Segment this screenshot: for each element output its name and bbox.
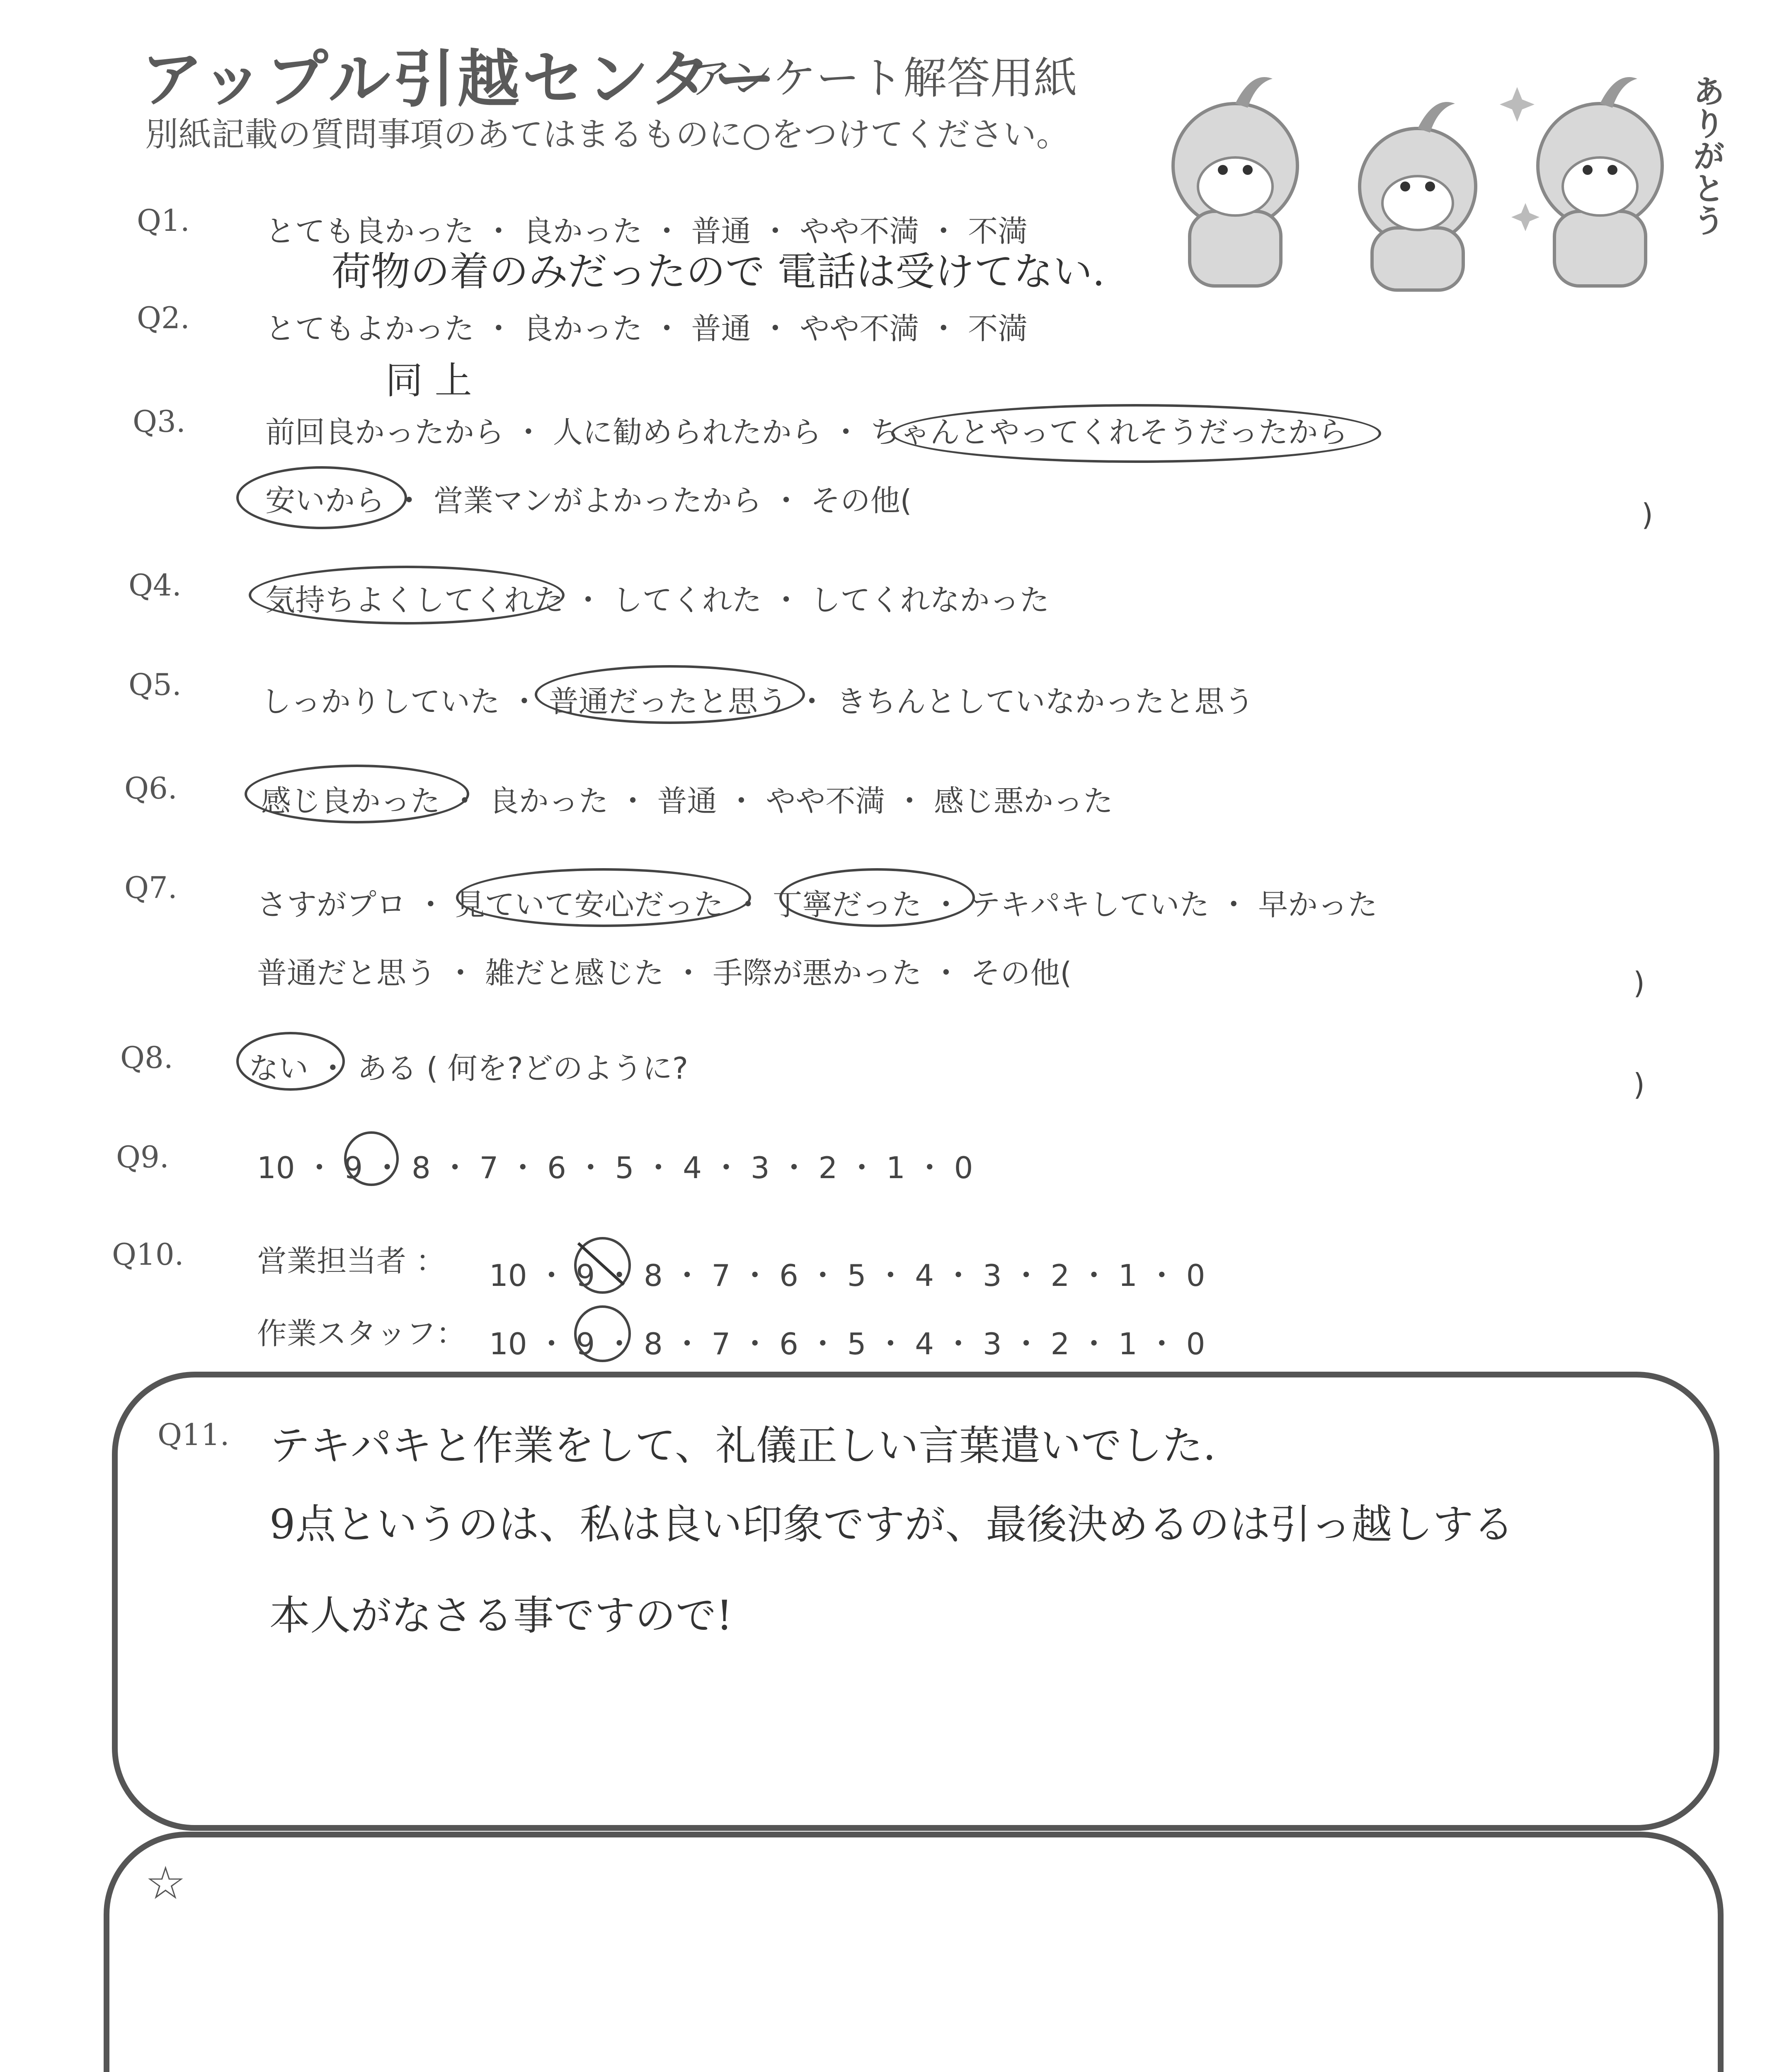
q6-label: Q6.: [124, 771, 177, 806]
q3-close-paren: ): [1641, 497, 1654, 532]
q6-answer-circle: [245, 765, 469, 823]
mascot-thanks-text: ありがとう: [1687, 75, 1725, 236]
q6-options: 感じ良かった ・ 良かった ・ 普通 ・ やや不満 ・ 感じ悪かった: [261, 784, 1113, 818]
q11-handwritten-line1: テキパキと作業をして、礼儀正しい言葉遣いでした.: [269, 1422, 1216, 1469]
q8-label: Q8.: [120, 1040, 173, 1075]
q10-staff-answer-circle: [574, 1305, 631, 1362]
q7-answer-circle-2: [779, 868, 975, 927]
q11-label: Q11.: [158, 1417, 230, 1452]
star-comment-box: [104, 1832, 1724, 2072]
star-icon: ☆: [145, 1857, 186, 1910]
q10-staff-label: 作業スタッフ：: [257, 1316, 466, 1351]
q5-label: Q5.: [128, 667, 182, 702]
q10-sales-scale: 10 ・ 9 ・ 8 ・ 7 ・ 6 ・ 5 ・ 4 ・ 3 ・ 2 ・ 1 ・ 0: [489, 1258, 1205, 1293]
q7-close-paren: ): [1633, 966, 1645, 1000]
q2-handwritten-note: 同 上: [385, 359, 472, 402]
q4-options: 気持ちよくしてくれた ・ してくれた ・ してくれなかった: [265, 583, 1050, 617]
q4-answer-circle: [249, 566, 565, 625]
q7-options-line2: 普通だと思う ・ 雑だと感じた ・ 手際が悪かった ・ その他(: [257, 956, 1072, 990]
q10-staff-scale: 10 ・ 9 ・ 8 ・ 7 ・ 6 ・ 5 ・ 4 ・ 3 ・ 2 ・ 1 ・ 0: [489, 1326, 1205, 1361]
q7-options-line1: さすがプロ ・ 見ていて安心だった ・ 丁寧だった ・ テキパキしていた ・ 早かった: [257, 887, 1378, 922]
q8-options: ない ・ ある ( 何を?どのように?: [249, 1051, 689, 1086]
form-instruction: 別紙記載の質問事項のあてはまるものに○をつけてください。: [145, 115, 1069, 154]
q4-label: Q4.: [128, 568, 182, 603]
q3-answer-circle-2: [236, 466, 407, 529]
q3-options-line2: 安いから ・ 営業マンがよかったから ・ その他(: [265, 483, 912, 518]
q5-options: しっかりしていた ・ 普通だったと思う ・ きちんとしていなかったと思う: [261, 684, 1254, 719]
q2-label: Q2.: [137, 300, 190, 335]
q8-answer-circle: [236, 1032, 345, 1091]
q9-label: Q9.: [116, 1140, 169, 1174]
q8-close-paren: ): [1633, 1067, 1645, 1102]
q3-answer-circle-1: [891, 404, 1381, 463]
q1-options: とても良かった ・ 良かった ・ 普通 ・ やや不満 ・ 不満: [265, 214, 1028, 249]
q10-label: Q10.: [112, 1237, 184, 1272]
q1-label: Q1.: [137, 203, 190, 238]
q11-handwritten-line2: 9点というのは、私は良い印象ですが、最後決めるのは引っ越しする: [269, 1501, 1514, 1548]
q11-handwritten-line3: 本人がなさる事ですので!: [269, 1592, 733, 1639]
q7-answer-circle-1: [456, 868, 751, 927]
q10-sales-cross-mark: [572, 1237, 630, 1291]
form-title: アップル引越センター: [141, 44, 778, 116]
q9-answer-circle: [344, 1131, 399, 1186]
q2-options: とてもよかった ・ 良かった ・ 普通 ・ やや不満 ・ 不満: [265, 311, 1028, 346]
q3-label: Q3.: [133, 404, 186, 439]
q1-handwritten-note: 荷物の着のみだったので 電話は受けてない.: [332, 249, 1105, 295]
form-subtitle: アンケート解答用紙: [688, 53, 1077, 104]
q10-sales-label: 営業担当者 ：: [257, 1244, 446, 1278]
q5-answer-circle: [535, 665, 805, 724]
q7-label: Q7.: [124, 870, 177, 905]
q9-scale: 10 ・ 9 ・ 8 ・ 7 ・ 6 ・ 5 ・ 4 ・ 3 ・ 2 ・ 1 ・ 0: [257, 1150, 973, 1185]
q3-options-line1: 前回良かったから ・ 人に勧められたから ・ ちゃんとやってくれそうだったから: [265, 415, 1348, 450]
monkey-mascot-illustration: [1152, 62, 1724, 294]
